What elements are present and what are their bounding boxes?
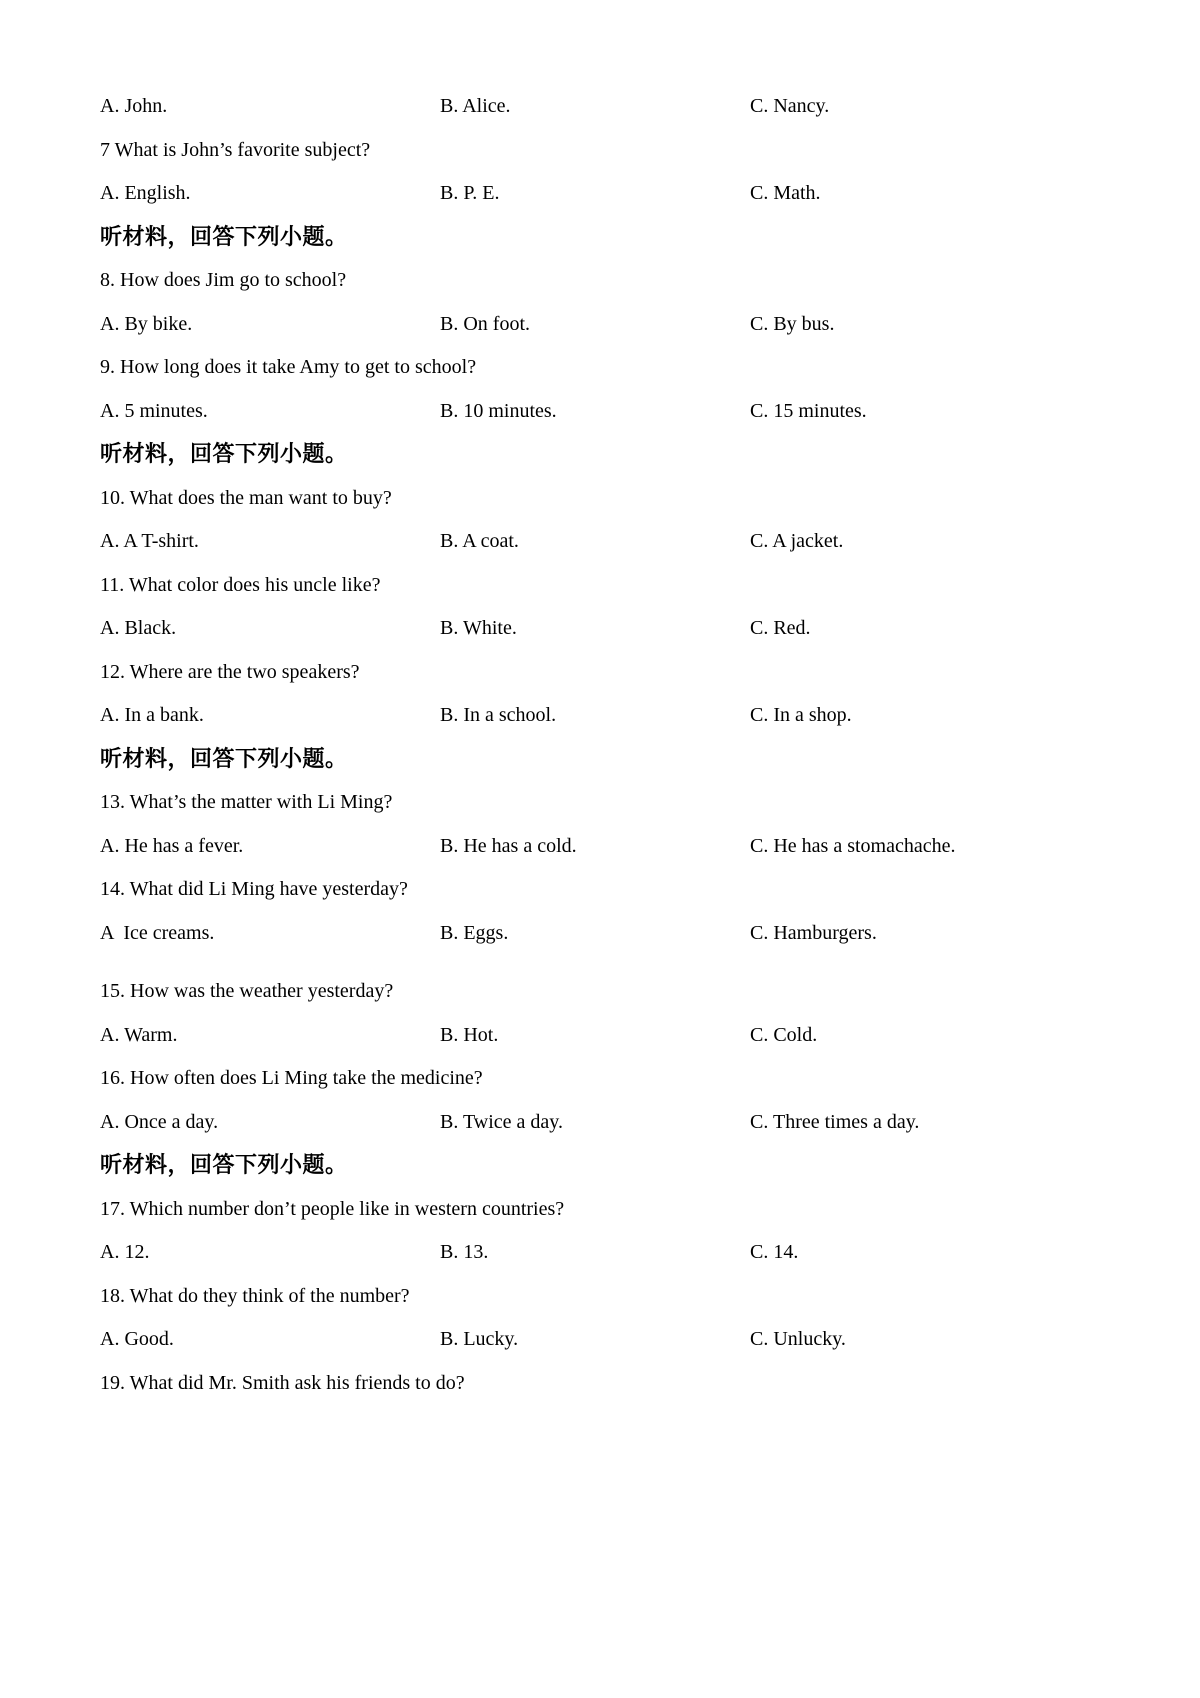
option-b: B. 10 minutes. xyxy=(440,399,557,422)
question-line: 16. How often does Li Ming take the medicine? xyxy=(100,1067,483,1089)
option-c: C. Math. xyxy=(750,182,821,204)
option-a: A. John. xyxy=(100,95,168,117)
option-b: B. P. E. xyxy=(440,182,500,204)
option-a: A. A T-shirt. xyxy=(100,530,199,552)
option-a: A. 12. xyxy=(100,1241,150,1263)
question-line: 12. Where are the two speakers? xyxy=(100,660,360,683)
option-a: A. Once a day. xyxy=(100,1110,219,1133)
options-row xyxy=(100,303,1100,347)
option-b: B. A coat. xyxy=(440,530,519,552)
option-a: A. Good. xyxy=(100,1328,174,1350)
options-row xyxy=(100,825,1100,869)
option-b: B. On foot. xyxy=(440,312,530,335)
option-a: A. 5 minutes. xyxy=(100,399,208,422)
option-a: A. Black. xyxy=(100,617,177,639)
option-a: A Ice creams. xyxy=(100,921,215,944)
question-line: 15. How was the weather yesterday? xyxy=(100,980,394,1002)
question-line: 14. What did Li Ming have yesterday? xyxy=(100,878,408,900)
option-c: C. He has a stomachache. xyxy=(750,834,956,857)
option-a: A. By bike. xyxy=(100,312,193,335)
option-c: C. In a shop. xyxy=(750,704,852,726)
question-line: 11. What color does his uncle like? xyxy=(100,573,381,596)
question-line: 19. What did Mr. Smith ask his friends to do? xyxy=(100,1371,465,1394)
option-b: B. In a school. xyxy=(440,704,557,726)
options-row xyxy=(100,1014,1100,1058)
question-line: 18. What do they think of the number? xyxy=(100,1284,410,1307)
option-b: B. Lucky. xyxy=(440,1328,519,1350)
option-c: C. Hamburgers. xyxy=(750,921,877,944)
option-a: A. In a bank. xyxy=(100,704,204,726)
question-line: 13. What’s the matter with Li Ming? xyxy=(100,791,393,813)
option-a: A. Warm. xyxy=(100,1023,178,1046)
options-row xyxy=(100,1231,1100,1275)
section-header: 听材料，回答下列小题。 xyxy=(100,746,348,772)
section-header: 听材料，回答下列小题。 xyxy=(100,1153,348,1178)
option-b: B. White. xyxy=(440,617,517,639)
option-b: B. Twice a day. xyxy=(440,1110,564,1133)
option-b: B. Hot. xyxy=(440,1023,499,1046)
options-row xyxy=(100,85,1100,129)
options-row xyxy=(100,520,1100,564)
option-a: A. He has a fever. xyxy=(100,834,244,857)
question-line: 17. Which number don’t people like in western countries? xyxy=(100,1197,565,1220)
option-c: C. Three times a day. xyxy=(750,1110,920,1133)
question-line: 9. How long does it take Amy to get to school? xyxy=(100,356,477,378)
option-c: C. 14. xyxy=(750,1241,799,1263)
option-b: B. Eggs. xyxy=(440,921,509,944)
option-c: C. A jacket. xyxy=(750,530,844,552)
question-line: 10. What does the man want to buy? xyxy=(100,486,392,509)
option-c: C. By bus. xyxy=(750,312,835,335)
option-c: C. Unlucky. xyxy=(750,1328,846,1350)
option-c: C. 15 minutes. xyxy=(750,399,867,422)
option-a: A. English. xyxy=(100,182,191,204)
section-header: 听材料，回答下列小题。 xyxy=(100,442,348,467)
blank-line-spacer xyxy=(100,955,1100,970)
question-line: 7 What is John’s favorite subject? xyxy=(100,138,371,161)
section-header: 听材料，回答下列小题。 xyxy=(100,224,348,250)
option-b: B. He has a cold. xyxy=(440,834,577,857)
options-row xyxy=(100,607,1100,651)
option-c: C. Cold. xyxy=(750,1023,818,1046)
options-row xyxy=(100,1101,1100,1145)
options-row xyxy=(100,390,1100,434)
options-row xyxy=(100,172,1100,216)
option-b: B. Alice. xyxy=(440,95,511,117)
options-row xyxy=(100,912,1100,956)
question-line: 8. How does Jim go to school? xyxy=(100,269,347,291)
option-b: B. 13. xyxy=(440,1241,489,1263)
options-row xyxy=(100,1318,1100,1362)
option-c: C. Red. xyxy=(750,617,811,639)
option-c: C. Nancy. xyxy=(750,95,830,117)
options-row xyxy=(100,694,1100,738)
